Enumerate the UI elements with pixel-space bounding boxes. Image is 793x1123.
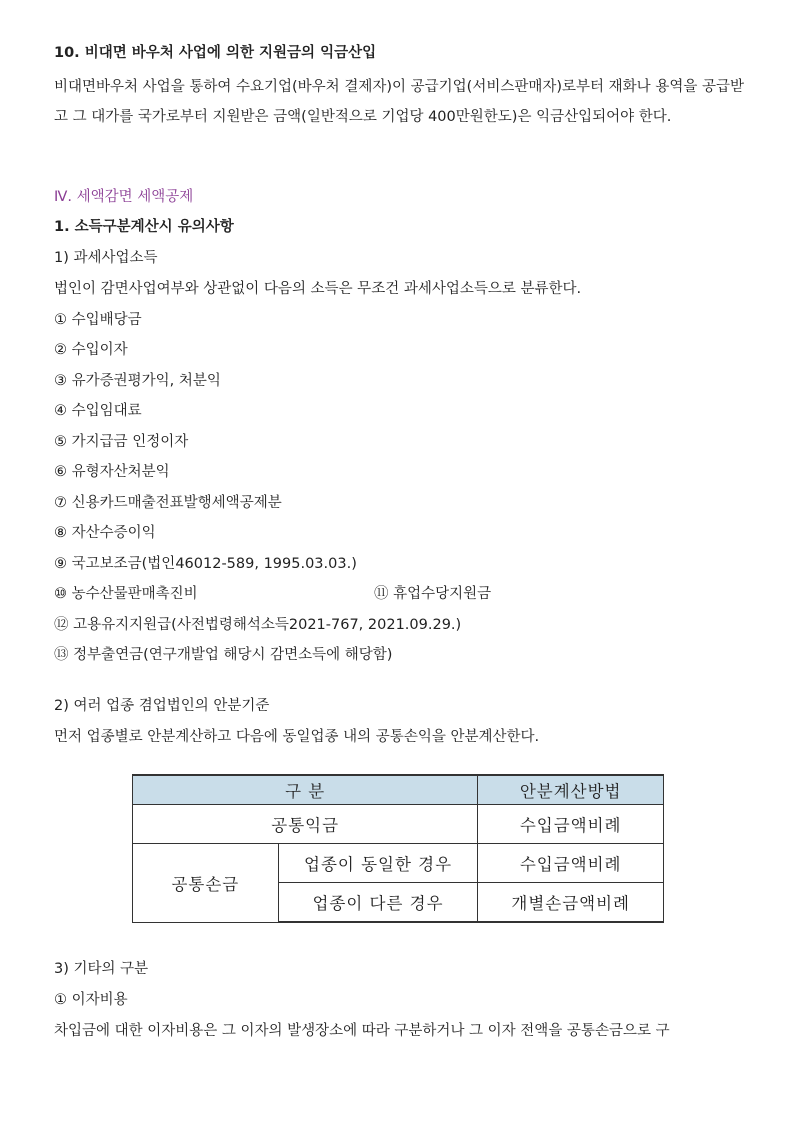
header-method: 안분계산방법 xyxy=(478,775,664,805)
diff-industry-method-cell: 개별손금액비례 xyxy=(478,883,664,923)
list-item-10: ⑩ 농수산물판매촉진비 xyxy=(54,586,198,602)
list-item-12: ⑫ 고용유지지원급(사전법령해석소득2021-767, 2021.09.29.) xyxy=(54,617,462,633)
list-item: ⑧ 자산수증이익 xyxy=(54,525,156,541)
list-item: ① 수입배당금 xyxy=(54,312,142,328)
common-expense-cell: 공통손금 xyxy=(133,844,279,923)
same-industry-cell: 업종이 동일한 경우 xyxy=(278,844,478,883)
diff-industry-cell: 업종이 다른 경우 xyxy=(278,883,478,923)
allocation-table xyxy=(132,774,664,923)
table-header-row xyxy=(133,775,664,805)
list-item: ② 수입이자 xyxy=(54,342,128,358)
table-row xyxy=(133,805,664,844)
table-row xyxy=(133,844,664,883)
part-1-intro: 법인이 감면사업여부와 상관없이 다음의 소득은 무조건 과세사업소득으로 분류한다. xyxy=(54,281,582,297)
section-10-title: 10. 비대면 바우처 사업에 의한 지원금의 익금산입 xyxy=(54,45,377,61)
list-item: ④ 수입임대료 xyxy=(54,403,142,419)
list-row-10-11 xyxy=(54,584,744,604)
list-item: ⑨ 국고보조금(법인46012-589, 1995.03.03.) xyxy=(54,556,357,572)
list-item: ⑥ 유형자산처분익 xyxy=(54,464,170,480)
list-item: ⑤ 가지급금 인정이자 xyxy=(54,434,189,450)
part-2-title: 2) 여러 업종 겸업법인의 안분기준 xyxy=(54,698,270,714)
common-income-method-cell: 수입금액비례 xyxy=(478,805,664,844)
part-3-item-1: ① 이자비용 xyxy=(54,992,128,1008)
list-item-13: ⑬ 정부출연금(연구개발업 해당시 감면소득에 해당함) xyxy=(54,647,393,663)
common-income-cell: 공통익금 xyxy=(133,805,478,844)
part-1-title: 1) 과세사업소득 xyxy=(54,250,158,266)
part-2-intro: 먼저 업종별로 안분계산하고 다음에 동일업종 내의 공통손익을 안분계산한다. xyxy=(54,729,540,745)
header-category: 구 분 xyxy=(133,775,478,805)
list-item-11: ⑪ 휴업수당지원금 xyxy=(374,586,492,602)
chapter-title: Ⅳ. 세액감면 세액공제 xyxy=(54,189,194,205)
same-industry-method-cell: 수입금액비례 xyxy=(478,844,664,883)
list-item: ⑦ 신용카드매출전표발행세액공제분 xyxy=(54,495,282,511)
subsection-1-title: 1. 소득구분계산시 유의사항 xyxy=(54,219,234,235)
section-10-body: 비대면바우처 사업을 통하여 수요기업(바우처 결제자)이 공급기업(서비스판매자)로부터 재화나 용역을 공급받고 그 대가를 국가로부터 지원받은 금액(일반적으로 기업당 400만원한도)은 익금산입되어야 한다. xyxy=(54,79,744,125)
part-3-title: 3) 기타의 구분 xyxy=(54,961,149,977)
list-item: ③ 유가증권평가익, 처분익 xyxy=(54,373,221,389)
part-3-body: 차입금에 대한 이자비용은 그 이자의 발생장소에 따라 구분하거나 그 이자 전액을 공통손금으로 구 xyxy=(54,1023,670,1039)
